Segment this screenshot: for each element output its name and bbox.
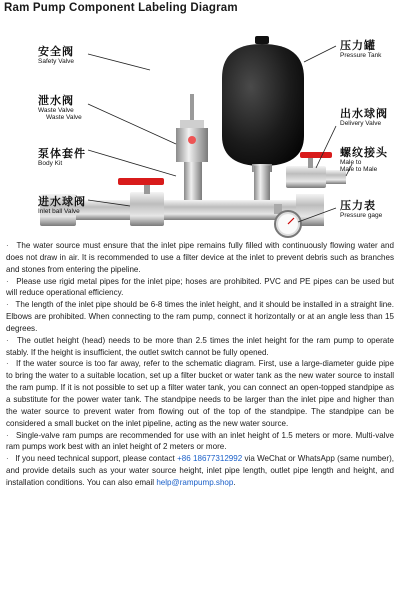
label-safety-valve: 安全阀 Safety Valve [38, 46, 75, 66]
label-body-kit: 泵体套件 Body Kit [38, 148, 86, 168]
paragraph: · The water source must ensure that the inlet pipe remains fully filled with continuously flowing water and does not draw in air. It is recommended to use a filter device at the inlet to prevent debris such as branches and stones from entering the pipeline. [6, 241, 394, 274]
paragraph: · The length of the inlet pipe should be 6-8 times the inlet height, and it should be installed in a straight line. Elbows are prohibited. When connecting to the ram pump, connect it horizontally or at an angle less than 15 degrees. [6, 300, 394, 333]
paragraph: · The outlet height (head) needs to be more than 2.5 times the inlet height for the ram pump to operate stably. If the height is insufficient, the outlet switch cannot be fully opened. [6, 335, 394, 357]
delivery-valve-shape [286, 152, 346, 188]
label-pressure-tank: 压力罐 Pressure Tank [340, 40, 382, 60]
waste-valve-shape [176, 94, 208, 202]
pressure-tank-shape [222, 36, 304, 172]
label-inlet-ball-valve: 进水球阀 Inlet ball Valve [38, 196, 86, 216]
phone-link[interactable]: +86 18677312992 [177, 454, 243, 464]
paragraph: · Single-valve ram pumps are recommended for use with an inlet height of 1.5 meters or more. Multi-valve ram pumps work best with an inlet height of 2 meters or more. [6, 430, 394, 452]
paragraph: · Please use rigid metal pipes for the inlet pipe; hoses are prohibited. PVC and PE pipes can be used but will reduce operational efficiency. [6, 276, 394, 298]
label-waste-valve: 泄水阀 Waste Valve Waste Valve [38, 95, 82, 122]
email-link[interactable]: help@rampump.shop [156, 477, 234, 487]
page-title: Ram Pump Component Labeling Diagram [4, 2, 238, 14]
pump-diagram [0, 16, 400, 238]
instructions-text [6, 240, 394, 489]
paragraph-contact: · If you need technical support, please contact +86 18677312992 via WeChat or WhatsApp (same number), and provide details such as your water source height, inlet pipe length, outlet pipe length and height, and installation conditions. You can also email help@rampump.shop. [6, 454, 394, 487]
label-male-to-male: 螺纹接头 Male to Male to Male [340, 147, 388, 174]
label-delivery-valve: 出水球阀 Delivery Valve [340, 108, 388, 128]
paragraph: · If the water source is too far away, refer to the schematic diagram. First, use a large-diameter guide pipe to bring the water to a suitable location, set up a filter bucket or water tank as the new water source to install the ram pump. If it is not possible to set up a filter water tank, you can connect an open-topped standpipe as a substitute for the power water tank. The standpipe needs to be larger than the inlet pipe and higher than the water source to prevent water from flowing out of the top of the standpipe. The standpipe can be considered a small bucket on the inlet pipeline, acting as the new water source. [6, 359, 394, 428]
label-pressure-gage: 压力表 Pressure gage [340, 200, 383, 220]
